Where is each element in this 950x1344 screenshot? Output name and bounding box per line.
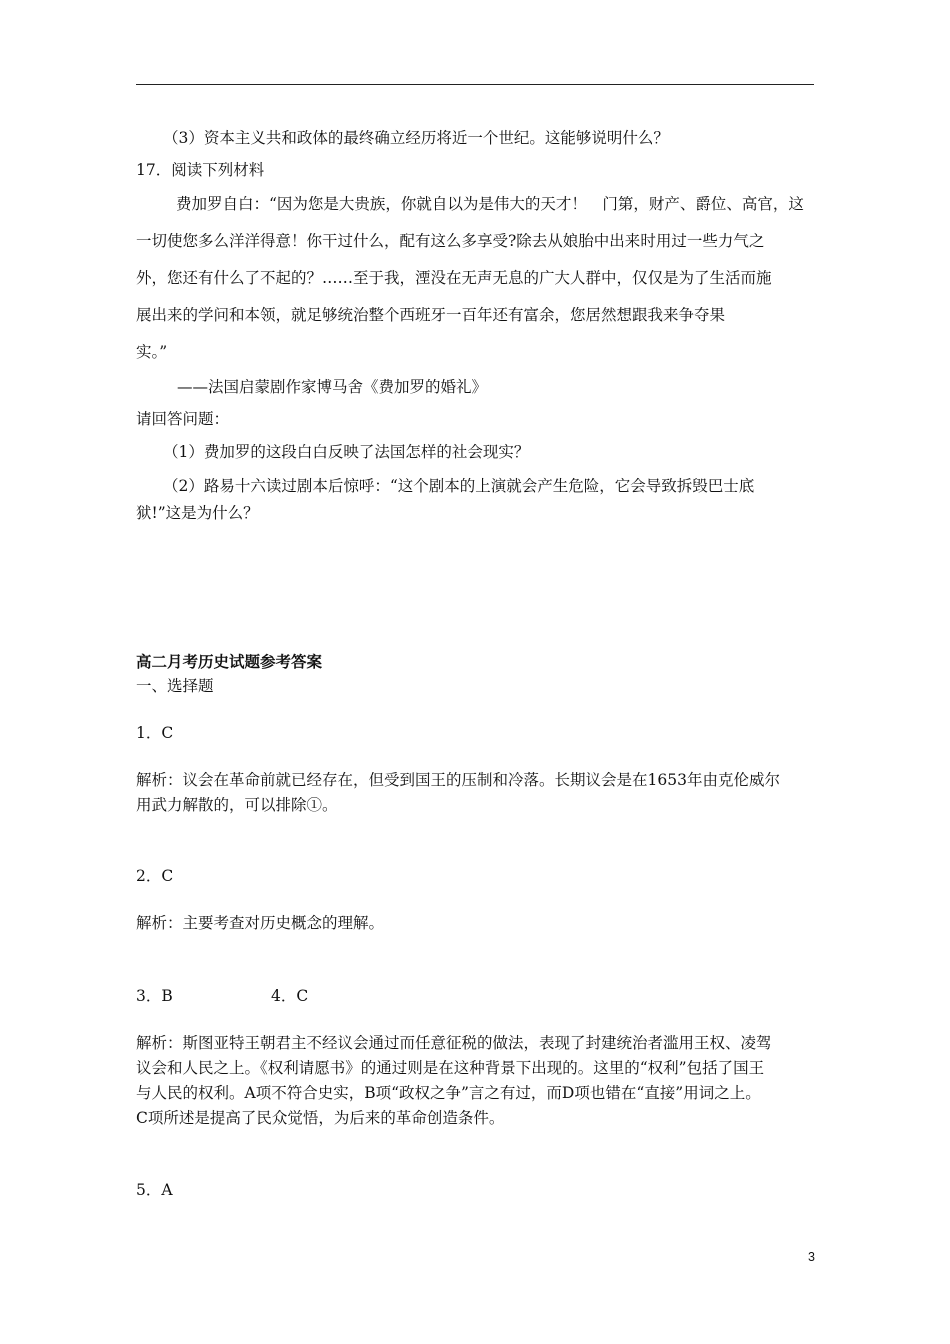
answer-4: 4．C [271,987,309,1005]
answer-2-explain: 解析：主要考查对历史概念的理解。 [136,914,385,932]
q16-part3: （3）资本主义共和政体的最终确立经历将近一个世纪。这能够说明什么？ [163,129,669,147]
answer-5: 5．A [136,1181,173,1199]
answer-2: 2．C [136,867,174,885]
q17-part1: （1）费加罗的这段白白反映了法国怎样的社会现实？ [163,443,530,461]
answer-34-explain-line-4: C项所述是提高了民众觉悟，为后来的革命创造条件。 [136,1109,505,1127]
q17-part2-line-2: 狱!”这是为什么？ [136,504,259,522]
q17-material-line-4: 展出来的学问和本领，就足够统治整个西班牙一百年还有富余，您居然想跟我来争夺果 [136,306,726,324]
q17-material-line-1: 费加罗自白：“因为您是大贵族，你就自以为是伟大的天才！ 门第，财产、爵位、高官，这 [176,195,804,213]
answer-3: 3．B [136,987,173,1005]
answers-title: 高二月考历史试题参考答案 [136,653,323,671]
answers-section-1: 一、选择题 [136,677,214,695]
answer-34-explain-line-2: 议会和人民之上。《权利请愿书》的通过则是在这种背景下出现的。这里的“权利”包括了国王 [136,1059,765,1077]
answer-1: 1．C [136,724,174,742]
q17-material-line-3: 外，您还有什么了不起的？……至于我，湮没在无声无息的广大人群中，仅仅是为了生活而施 [136,269,772,287]
q17-part2-line-1: （2）路易十六读过剧本后惊呼：“这个剧本的上演就会产生危险，它会导致拆毁巴士底 [163,477,755,495]
q17-material-line-2: 一切使您多么洋洋得意！你干过什么，配有这么多享受?除去从娘胎中出来时用过一些力气之 [136,232,765,250]
answer-1-explain-line-1: 解析：议会在革命前就已经存在，但受到国王的压制和冷落。长期议会是在1653年由克伦威尔 [136,771,780,789]
q17-prompt: 请回答问题： [136,410,230,428]
header-rule [136,84,814,85]
q17-header: 17．阅读下列材料 [136,161,265,179]
q17-source: ——法国启蒙剧作家博马舍《费加罗的婚礼》 [177,378,488,396]
page-number: 3 [808,1250,815,1264]
answer-1-explain-line-2: 用武力解散的，可以排除①。 [136,796,338,814]
answer-34-explain-line-3: 与人民的权利。A项不符合史实，B项“政权之争”言之有过，而D项也错在“直接”用词之上。 [136,1084,761,1102]
answer-34-explain-line-1: 解析：斯图亚特王朝君主不经议会通过而任意征税的做法，表现了封建统治者滥用王权、凌驾 [136,1034,772,1052]
q17-material-line-5: 实。” [136,343,168,361]
